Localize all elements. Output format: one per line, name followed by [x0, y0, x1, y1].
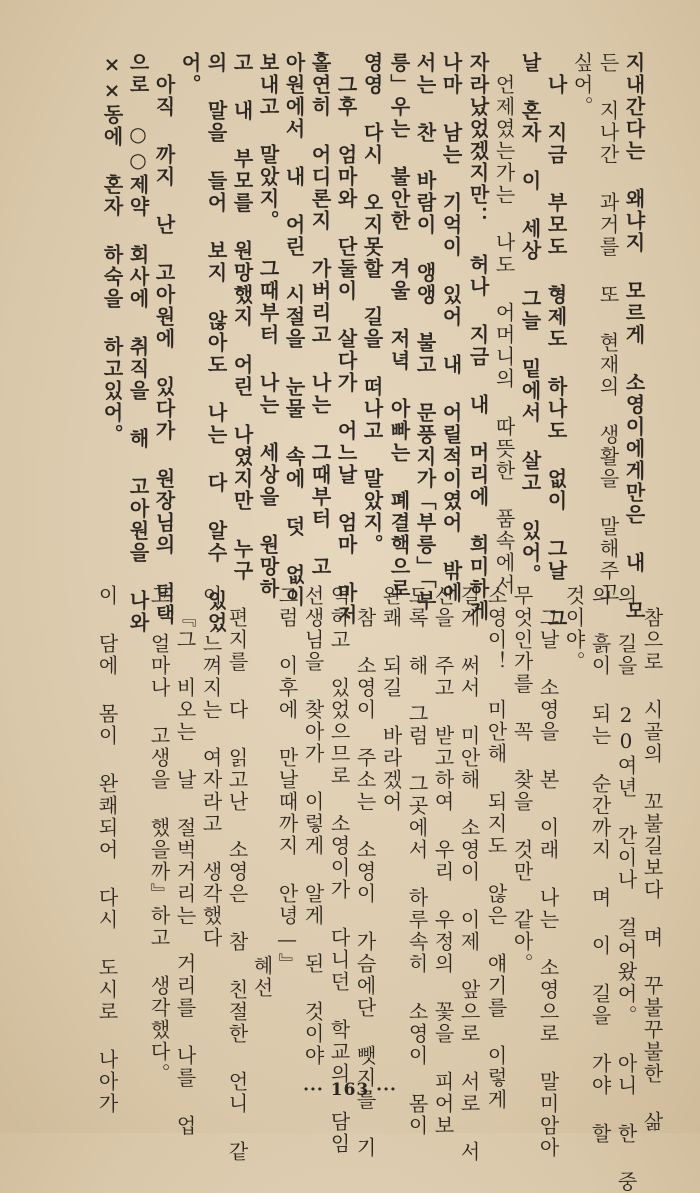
text-line-upper: 자라났었겠지만： 허나 지금 내 머리에 희미하게	[466, 52, 490, 622]
text-line-lower: 그날 소영을 본 이래 나는 소영으로 말미암아	[536, 607, 560, 1159]
text-line-lower: 무엇인가를 꼭 찾을 것만 같아。	[510, 585, 534, 975]
text-line-upper: 든 지나간 과거를 또 현재의 생활을 말해주고	[596, 52, 620, 604]
text-line-lower: 것이야。	[562, 585, 586, 673]
text-line-upper: 그후 엄마와 단둘이 살다가 어느날 엄마 마저	[334, 74, 358, 626]
text-line-upper: 나 지금 부모도 형제도 하나도 없이 그날 그	[544, 74, 568, 630]
text-line-lower: 고 얼마나 고생을 했을까』하고 생각했다。	[147, 585, 171, 1085]
text-line-lower: 도록 해 그럼 그곳에서 하루속히 소영이 몸이	[405, 585, 429, 1137]
text-line-lower: 선생님을 찾아가 이렇게 알게 된 것이야	[301, 585, 325, 1067]
text-line-upper: 고 내 부모를 원망했지 어린 나였지만 누구	[230, 52, 254, 582]
text-line-upper: 보내고 말았지。 그때부터 나는 세상을 원망하	[256, 52, 280, 600]
text-line-upper: 아직 까지 난 고아원에 있다가 원장님의 덕택	[152, 74, 176, 626]
text-line-lower: 참으로 시골의 꼬불길보다 며 꾸불꾸불한 삶	[640, 607, 664, 1133]
text-line-lower: 혜선	[250, 955, 274, 999]
text-line-upper: 지내간다는 왜냐지 모르게 소영이에게만은 내 모	[622, 52, 646, 622]
text-line-lower: 『그 비오는 날 절벅거리는 거리를 나를 업	[173, 607, 197, 1137]
text-line-upper: 나마 남는 기억이 있어 내 어릴적이였어 밖에	[439, 52, 463, 604]
text-line-upper: 싶어。	[570, 52, 594, 118]
text-line-lower: 이 담에 몸이 완쾌되어 다시 도시로 나아가	[95, 585, 119, 1115]
text-line-lower: 이 느껴지는 여자라고 생각했다	[199, 585, 223, 949]
text-line-upper: 언제였는가는 나도 어머니의 따뜻한 품속에서	[492, 74, 516, 596]
text-line-upper: 홀연히 어디론지 가버리고 나는 그때부터 고	[308, 52, 332, 578]
text-line-upper: 릉」우는 불안한 겨울 저녁 아빠는 폐결핵으로	[387, 52, 411, 600]
text-line-lower: 의 길을 20여년 간이나 걸어왔어。 아니 한 중	[614, 585, 638, 1193]
text-line-lower: 편지를 다 읽고난 소영은 참 친절한 언니 같	[225, 607, 249, 1163]
text-line-lower: 참 소영이 주소는 소영이 가슴에단 뺏지를 기	[353, 607, 377, 1159]
page-number: ··· 163 ···	[303, 1080, 397, 1100]
text-line-lower: 억하고 있었으므로 소영이가 다니던 학교의 담임	[327, 585, 351, 1155]
text-line-upper: ××동에 혼자 하숙을 하고있어。	[100, 52, 124, 446]
text-line-lower: 그럼 이후에 만날때까지 안녕—』	[275, 585, 299, 975]
text-line-upper: 으로 ○○제약 회사에 취직을 해 고아원을 나와	[126, 52, 150, 634]
text-line-lower: 소영이！ 미안해 되지도 않은 얘기를 이렇게	[484, 585, 508, 1111]
text-line-lower: 완쾌 되길 바라겠어	[379, 585, 403, 813]
text-line-upper: 날 혼자 이 세상 그늘 밑에서 살고 있어。	[518, 52, 542, 586]
text-line-lower: 의 흙이 되는 순간까지 며 이 길을 가야 할	[588, 585, 612, 1145]
text-line-upper: 의 말을 들어 보지 않아도 나는 다 알수 있었	[204, 52, 228, 634]
text-line-upper: 서는 찬 바람이 앵앵 불고 문풍지가「부릉」「부	[413, 52, 437, 612]
text-line-lower: 길게 써서 미안해 소영이 이제 앞으로 서로 서	[457, 585, 481, 1163]
text-line-upper: 어。	[178, 52, 202, 96]
text-line-upper: 영영 다시 오지못할 길을 떠나고 말았지。	[360, 52, 384, 556]
text-line-upper: 아원에서 내 어린 시절을 눈물 속에 덧 없이	[282, 52, 306, 608]
text-line-lower: 신을 주고 받고하여 우리 우정의 꽃을 피어보	[431, 585, 455, 1137]
